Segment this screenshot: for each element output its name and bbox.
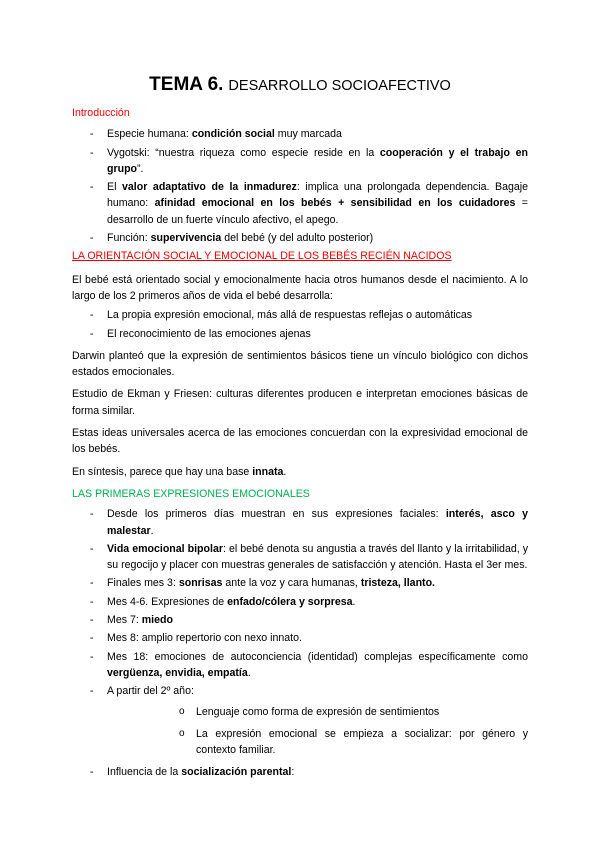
- paragraph: En síntesis, parece que hay una base innata.: [72, 465, 287, 478]
- list-item: - Mes 7: miedo: [72, 612, 528, 628]
- page-title: [0, 72, 600, 100]
- list-item: - Finales mes 3: sonrisas ante la voz y cara humanas, tristeza, llanto.: [72, 575, 528, 591]
- list-item: - El reconocimiento de las emociones ajenas: [72, 326, 528, 342]
- list-item: - Influencia de la socialización parental:: [72, 764, 528, 780]
- list-item: - Vida emocional bipolar: el bebé denota su angustia a través del llanto y la irritabilidad, y su regocijo y placer con muestras generales de satisfacción y atención. Hasta el 3er mes.: [72, 541, 528, 574]
- orientacion-list: [72, 307, 528, 342]
- list-item: - Vygotski: “nuestra riqueza como especie reside en la cooperación y el trabajo en grupo”.: [72, 145, 528, 178]
- sublist-item: o Lenguaje como forma de expresión de sentimientos: [107, 704, 528, 720]
- sublist-item: o La expresión emocional se empieza a socializar: por género y contexto familiar.: [107, 726, 528, 759]
- list-item: - Mes 4-6. Expresiones de enfado/cólera y sorpresa.: [72, 594, 528, 610]
- list-item: - A partir del 2º año: o Lenguaje como forma de expresión de sentimientos o La expresión emocional se empieza a socializar: por género y contexto familiar.: [72, 683, 528, 758]
- paragraph: Darwin planteó que la expresión de sentimientos básicos tiene un vínculo biológico con dichos estados emocionales.: [72, 349, 528, 379]
- list-item: - La propia expresión emocional, más allá de respuestas reflejas o automáticas: [72, 307, 528, 323]
- primeras-list: [72, 506, 528, 780]
- section-heading-orientacion: LA ORIENTACIÓN SOCIAL Y EMOCIONAL DE LOS BEBÉS RECIÉN NACIDOS: [72, 250, 452, 263]
- list-item: - Función: supervivencia del bebé (y del adulto posterior): [72, 230, 528, 246]
- list-item: - Mes 18: emociones de autoconciencia (identidad) complejas específicamente como vergüenza, envidia, empatía.: [72, 649, 528, 682]
- list-item: - Mes 8: amplio repertorio con nexo innato.: [72, 630, 528, 646]
- list-item: - El valor adaptativo de la inmadurez: implica una prolongada dependencia. Bagaje humano: afinidad emocional en los bebés + sensibilidad en los cuidadores = desarrollo de un fuerte vínculo afectivo, el apego.: [72, 179, 528, 228]
- title-tema: TEMA 6.: [149, 74, 224, 95]
- section-heading-primeras-expresiones: LAS PRIMERAS EXPRESIONES EMOCIONALES: [72, 487, 310, 500]
- list-item: - Desde los primeros días muestran en sus expresiones faciales: interés, asco y malestar.: [72, 506, 528, 539]
- paragraph: Estudio de Ekman y Friesen: culturas diferentes producen e interpretan emociones básicas de forma similar.: [72, 388, 528, 417]
- list-item: - Especie humana: condición social muy marcada: [72, 126, 528, 142]
- paragraph: Estas ideas universales acerca de las emociones concuerdan con la expresividad emocional de los bebés.: [72, 427, 528, 456]
- intro-list: [72, 126, 528, 246]
- section-heading-introduccion: Introducción: [72, 107, 130, 119]
- sublist: [107, 704, 528, 759]
- title-subtitle: DESARROLLO SOCIOAFECTIVO: [228, 78, 451, 94]
- document-body: [72, 105, 528, 783]
- paragraph: El bebé está orientado social y emocionalmente hacia otros humanos desde el nacimiento. A lo largo de los 2 primeros años de vida el bebé desarrolla:: [72, 273, 528, 302]
